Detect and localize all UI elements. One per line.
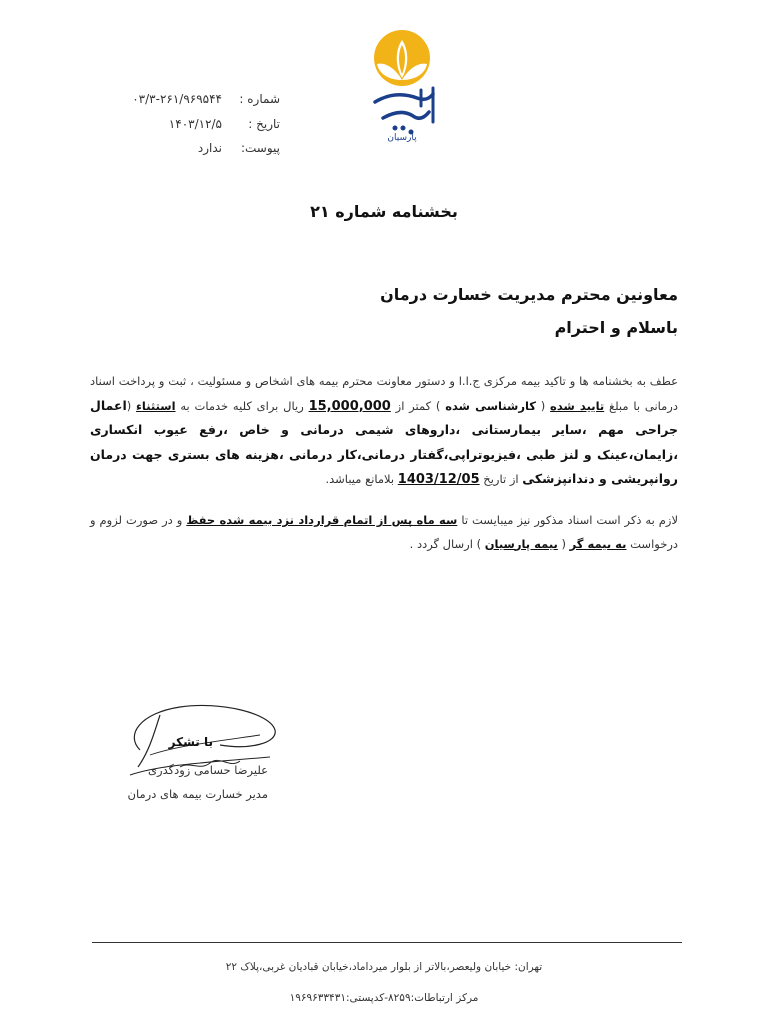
signer-name: علیرضا حسامی زودگذری xyxy=(148,763,268,777)
exception-text: استثناء xyxy=(136,398,176,413)
attachment-value: ندارد xyxy=(197,141,222,155)
expert-text: کارشناسی شده xyxy=(445,398,536,413)
signer-title: مدیر خسارت بیمه های درمان xyxy=(127,787,268,801)
circular-title: بخشنامه شماره ۲۱ xyxy=(310,202,458,221)
approved-text: تایید شده xyxy=(550,398,605,413)
footer-contact: مرکز ارتباطات:۸۲۵۹-کدپستی:۱۹۶۹۶۳۳۴۳۱ xyxy=(289,992,479,1004)
footer-divider xyxy=(92,942,682,943)
to-insurer-text: به بیمه گر xyxy=(569,536,627,551)
number-value: ۰۳/۳-۲۶۱/۹۶۹۵۴۴ xyxy=(132,92,222,106)
greeting: باسلام و احترام xyxy=(554,318,678,337)
amount-value: 15,000,000 xyxy=(308,398,391,414)
closing-text: با تشکر xyxy=(168,735,213,749)
letter-number xyxy=(130,92,280,110)
retention-period: سه ماه پس از اتمام قرارداد نزد بیمه شده حفظ xyxy=(186,513,458,527)
addressee: معاونین محترم مدیریت خسارت درمان xyxy=(380,285,678,304)
attachment-label: پیوست: xyxy=(240,141,280,155)
parsian-insurance-logo-icon xyxy=(355,28,450,143)
logo-text: پارسیان xyxy=(387,133,417,143)
body-paragraph-1: عطف به بخشنامه ها و تاکید بیمه مرکزی ج.ا.ا و دستور معاونت محترم بیمه های اشخاص و مسئولیت ، ثبت و پرداخت اسناد درمانی با مبلغ تایید شده ( کارشناسی شده ) کمتر از 15,000,000 ریال برای کلیه خدمات به استثناء (اعمال جراحی مهم ،سایر بیمارستانی ،داروهای شیمی درمانی و خاص ،رفع عیوب انکساری ،زایمان،عینک و لنز طبی ،فیزیوتراپی،گفتار درمانی،کار درمانی ،هزینه های بستری جهت درمان روانپریشی و دندانپزشکی از تاریخ 1403/12/05 بلامانع میباشد. xyxy=(90,374,678,487)
date-label: تاریخ : xyxy=(248,117,280,131)
effective-date: 1403/12/05 xyxy=(397,472,480,487)
body-paragraph-2: لازم به ذکر است اسناد مذکور نیز میبایست تا سه ماه پس از اتمام قرارداد نزد بیمه شده حفظ و در صورت لزوم و درخواست به بیمه گر ( بیمه پارسیان ) ارسال گردد . xyxy=(90,513,679,551)
letter-attachment xyxy=(130,141,280,159)
number-label: شماره : xyxy=(239,92,280,106)
excluded-services: اعمال جراحی مهم ،سایر بیمارستانی ،داروهای شیمی درمانی و خاص ،رفع عیوب انکساری ،زایمان،عینک و لنز طبی ،فیزیوتراپی،گفتار درمانی،کار درمانی ،هزینه های بستری جهت درمان روانپریشی و دندانپزشکی xyxy=(90,397,678,486)
letter-date xyxy=(130,117,280,135)
footer-address: تهران: خیابان ولیعصر،بالاتر از بلوار میرداماد،خیابان قبادیان غربی،پلاک ۲۲ xyxy=(225,961,543,973)
insurer-name: بیمه پارسیان xyxy=(484,536,558,551)
date-value: ۱۴۰۳/۱۲/۵ xyxy=(168,117,222,131)
